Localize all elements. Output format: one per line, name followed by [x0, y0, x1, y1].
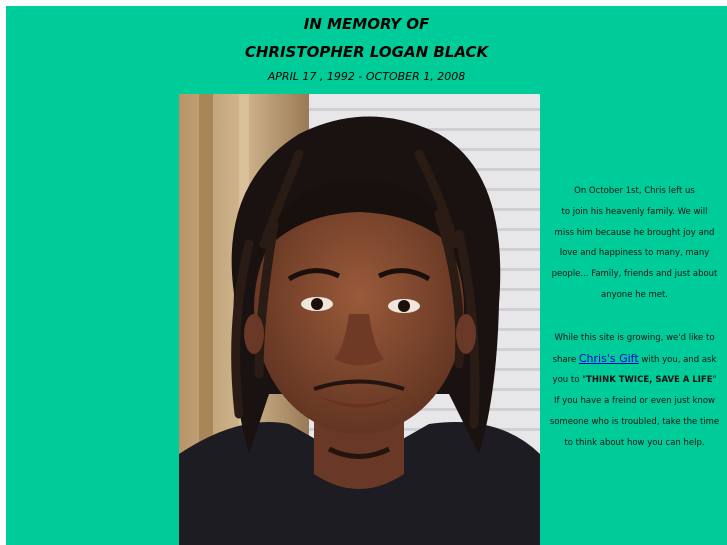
- message-line: anyone he met.: [600, 289, 668, 300]
- chris-gift-link[interactable]: Chris's Gift: [578, 351, 639, 365]
- memorial-panel: [6, 6, 727, 545]
- message-line: [547, 349, 722, 371]
- message-line: On October 1st, Chris left us: [574, 186, 695, 196]
- message-line: [547, 370, 722, 391]
- portrait-image: [179, 94, 540, 545]
- portrait-photo: [179, 94, 540, 545]
- message-line: to join his heavenly family. We will: [561, 206, 708, 217]
- memorial-name: CHRISTOPHER LOGAN BLACK: [244, 43, 489, 61]
- message-line: people... Family, friends and just about: [551, 269, 718, 280]
- message-text: share: [552, 354, 577, 365]
- message-text: ": [712, 375, 717, 386]
- message-line: miss him because he brought joy and: [554, 227, 715, 238]
- memorial-dates: APRIL 17 , 1992 - OCTOBER 1, 2008: [267, 70, 466, 83]
- memorial-heading: IN MEMORY OF: [303, 15, 430, 33]
- memorial-message: [547, 181, 722, 454]
- message-line: someone who is troubled, take the time: [549, 416, 720, 427]
- message-line: While this site is growing, we'd like to: [554, 332, 715, 343]
- message-line: love and happiness to many, many: [559, 248, 710, 259]
- message-text: with you, and ask: [641, 354, 717, 365]
- emphasis-text: THINK TWICE, SAVE A LIFE: [586, 375, 713, 386]
- message-line: If you have a freind or even just know: [553, 396, 715, 407]
- message-text: you to ": [552, 375, 587, 386]
- message-line: to think about how you can help.: [564, 437, 705, 448]
